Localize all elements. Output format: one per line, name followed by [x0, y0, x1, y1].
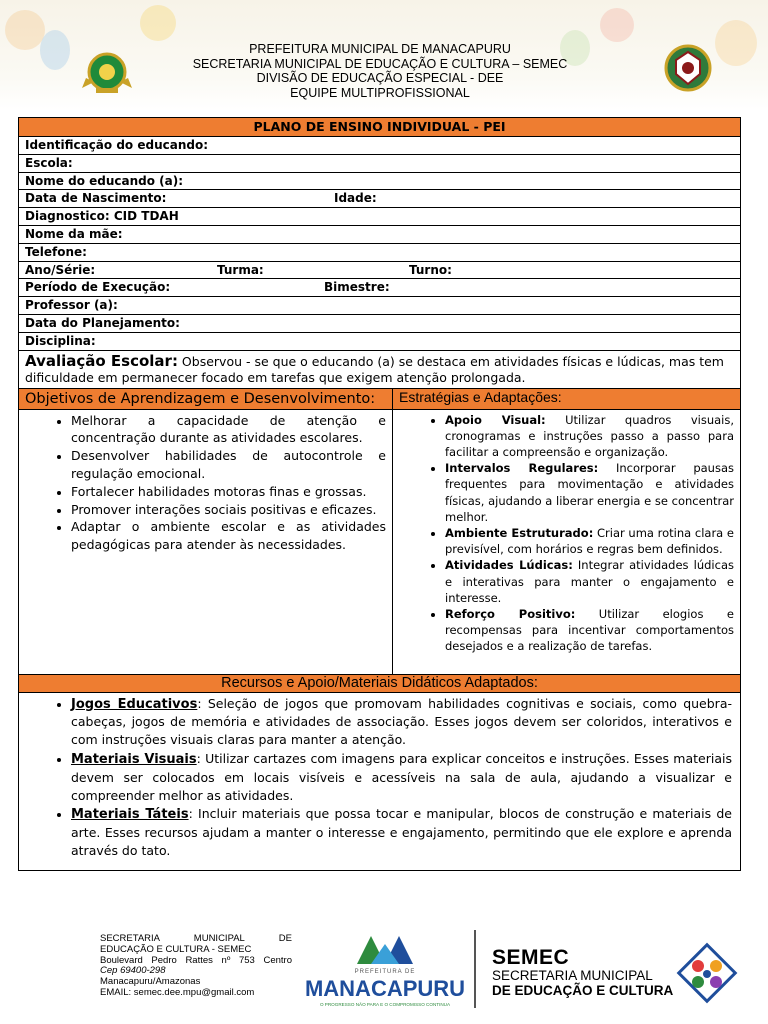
row-professor: [19, 297, 740, 315]
row-diagnostico: [19, 208, 740, 226]
logo-tagline: O PROGRESSO NÃO PARA E O COMPROMISSO CONTINUA: [319, 1002, 451, 1007]
row-identificacao: [19, 137, 740, 155]
row-data-planejamento: [19, 315, 740, 333]
semec-line2: DE EDUCAÇÃO E CULTURA: [492, 983, 674, 998]
avaliacao-escolar: [19, 351, 740, 389]
manacapuru-coat-of-arms-icon: [662, 42, 714, 94]
list-item: • Promover interações sociais positivas e eficazes.: [71, 501, 386, 519]
item-text: Incorporar pausas frequentes para movimentação e atividades físicas, ajudando a liberar energia e se concentrar melhor.: [445, 461, 734, 524]
header-institution-lines: [150, 42, 610, 100]
label-turno: Turno:: [409, 262, 452, 277]
recursos-heading: Recursos e Apoio/Materiais Didáticos Adaptados:: [19, 675, 740, 693]
list-item: [445, 525, 734, 557]
item-title: Jogos Educativos: [71, 696, 198, 712]
manacapuru-logo-icon: [305, 930, 465, 1010]
list-item: [71, 695, 732, 749]
header-line: DIVISÃO DE EDUCAÇÃO ESPECIAL - DEE: [256, 71, 504, 85]
list-item: [71, 805, 732, 859]
label-periodo: Período de Execução:: [25, 280, 171, 295]
address-email: EMAIL: semec.dee.mpu@gmail.com: [100, 986, 255, 998]
estrategias-column: [393, 389, 740, 674]
semec-wordmark: [492, 947, 673, 998]
label-nome-educando: Nome do educando (a):: [25, 173, 184, 188]
label-escola: Escola:: [25, 155, 73, 170]
item-text: : Incluir materiais que possa tocar e manipular, blocos de construção e materiais de arte. Esses recursos ajudam a manter o interesse e engajamento, permitindo que ele explore e aprenda através do tato.: [71, 806, 732, 858]
header-line: PREFEITURA MUNICIPAL DE MANACAPURU: [249, 42, 511, 56]
objetivos-column: [19, 389, 393, 674]
estrategias-list: [407, 412, 734, 655]
label-bimestre: Bimestre:: [324, 280, 390, 295]
label-nome-mae: Nome da mãe:: [25, 226, 123, 241]
list-item: [445, 412, 734, 461]
objetivos-estrategias-section: [19, 389, 740, 675]
address-line: Boulevard Pedro Rattes nº 753 Centro: [100, 954, 292, 966]
label-data-planejamento: Data do Planejamento:: [25, 315, 180, 330]
header-line: SECRETARIA MUNICIPAL DE EDUCAÇÃO E CULTURA – SEMEC: [192, 56, 568, 71]
semec-line1: SECRETARIA MUNICIPAL: [492, 968, 653, 983]
pei-form: [18, 117, 741, 871]
recursos-list: [25, 695, 732, 870]
estrategias-heading: Estratégias e Adaptações:: [393, 389, 740, 410]
decorative-child-drawing: [5, 10, 45, 50]
label-identificacao: Identificação do educando:: [25, 138, 208, 152]
row-ano-serie: [19, 262, 740, 280]
row-nome-educando: [19, 173, 740, 191]
decorative-child-drawing: [715, 20, 757, 66]
footer-divider: [474, 930, 476, 1008]
pei-title: PLANO DE ENSINO INDIVIDUAL - PEI: [19, 118, 740, 137]
address-line: EDUCAÇÃO E CULTURA - SEMEC: [100, 943, 252, 955]
item-text: Utilizar elogios e recompensas para incentivar comportamentos desejados e a realização de tarefas.: [445, 607, 734, 654]
item-text: Integrar atividades lúdicas e interativas para manter o engajamento e interesse.: [445, 558, 734, 605]
semec-emblem-icon: [676, 942, 738, 1004]
label-telefone: Telefone:: [25, 244, 87, 259]
list-item: • Adaptar o ambiente escolar e as atividades pedagógicas para atender às necessidades.: [71, 518, 386, 554]
item-text: Criar uma rotina clara e previsível, com horários e regras bem definidos.: [445, 525, 735, 557]
header-line: EQUIPE MULTIPROFISSIONAL: [290, 85, 470, 100]
row-nome-mae: [19, 226, 740, 244]
list-item: [445, 460, 734, 525]
list-item: • Melhorar a capacidade de atenção e concentração durante as atividades escolares.: [71, 412, 386, 448]
row-data-nascimento: [19, 190, 740, 208]
row-telefone: [19, 244, 740, 262]
label-disciplina: Disciplina:: [25, 333, 96, 348]
item-title: Apoio Visual:: [445, 412, 546, 427]
semec-acronym: SEMEC: [492, 946, 570, 969]
avaliacao-text: Observou - se que o educando (a) se destaca em atividades físicas e lúdicas, mas tem dificuldade em permanecer focado em tarefas que exigem atenção prolongada.: [25, 353, 724, 385]
decorative-child-drawing: [140, 5, 176, 41]
decorative-child-drawing: [600, 8, 634, 42]
logo-name: MANACAPURU: [305, 976, 465, 1001]
objetivos-heading: Objetivos de Aprendizagem e Desenvolvimento:: [19, 389, 392, 410]
list-item: • Fortalecer habilidades motoras finas e grossas.: [71, 483, 386, 501]
row-disciplina: [19, 333, 740, 351]
item-text: : Utilizar cartazes com imagens para explicar conceitos e instruções. Esses materiais devem ser colocados em locais visíveis e acessíveis na sala de aula, ajudando a visualizar e compreender melhor as atividades.: [71, 750, 732, 803]
item-title: Intervalos Regulares:: [445, 461, 599, 476]
label-diagnostico: Diagnostico: CID TDAH: [25, 209, 179, 224]
row-periodo: [19, 279, 740, 297]
address-line: Cep 69400-298: [100, 965, 166, 977]
decorative-child-drawing: [40, 30, 70, 70]
list-item: [71, 750, 732, 804]
address-line: Manacapuru/Amazonas: [100, 976, 201, 988]
list-item: • Desenvolver habilidades de autocontrole e regulação emocional.: [71, 447, 386, 483]
label-professor: Professor (a):: [25, 298, 118, 313]
item-text: Utilizar quadros visuais, cronogramas e instruções passo a passo para facilitar a compreensão e organização.: [445, 412, 734, 459]
label-ano-serie: Ano/Série:: [25, 262, 96, 277]
label-data-nascimento: Data de Nascimento:: [25, 191, 167, 206]
label-idade: Idade:: [334, 191, 377, 206]
item-title: Reforço Positivo:: [445, 607, 576, 621]
objetivos-list: [33, 412, 386, 554]
list-item: [445, 606, 734, 655]
item-title: Materiais Visuais: [71, 751, 197, 767]
logo-small-top: PREFEITURA DE: [354, 969, 416, 975]
footer-address: [100, 934, 292, 999]
item-text: : Seleção de jogos que promovam habilidades cognitivas e sociais, como quebra-cabeças, jogos de memória e atividades de associação. Esses jogos devem ser coloridos, interativos e com instruções visuais claras para manter a atenção.: [71, 695, 732, 748]
list-item: [445, 557, 734, 606]
amazonas-coat-of-arms-icon: [82, 48, 132, 96]
label-turma: Turma:: [217, 262, 264, 277]
address-line: SECRETARIA MUNICIPAL DE: [100, 933, 292, 944]
item-title: Atividades Lúdicas:: [445, 558, 573, 573]
row-escola: [19, 155, 740, 173]
avaliacao-label: Avaliação Escolar:: [25, 351, 178, 370]
item-title: Materiais Táteis: [71, 807, 189, 823]
item-title: Ambiente Estruturado:: [445, 525, 594, 540]
